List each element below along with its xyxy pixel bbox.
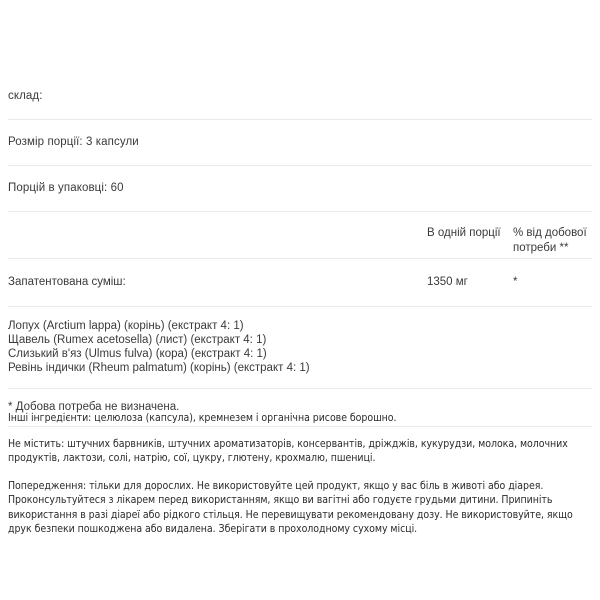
blend-amount: 1350 мг (427, 276, 468, 288)
supplement-facts-table (0, 74, 600, 427)
free-from-text: Не містить: штучних барвників, штучних ароматизаторів, консервантів, дріжджів, кукурудзи, молока, молочних продуктів, лактози, солі, натрію, сої, цукру, глютену, крохмалю, пшениці. (8, 437, 568, 464)
blend-name: Запатентована суміш: (8, 276, 126, 288)
other-ingredients-text: Інші інгредієнти: целюлоза (капсула), кремнезем і органічна рисове борошно. (8, 412, 397, 424)
list-item: Слизький в'яз (Ulmus fulva) (кора) (екстракт 4: 1) (8, 348, 267, 360)
blend-daily-value: * (513, 276, 518, 288)
serving-size-text: Розмір порції: 3 капсули (8, 136, 139, 148)
column-header-amount-per-serving: В одній порції (427, 227, 501, 239)
column-header-daily-value: % від добової потреби ** (513, 227, 587, 254)
row-proprietary-blend (0, 259, 600, 306)
list-item: Ревінь індички (Rheum palmatum) (корінь) (екстракт 4: 1) (8, 362, 310, 374)
row-serving-size (0, 120, 600, 165)
servings-per-container-text: Порцій в упаковці: 60 (8, 182, 124, 194)
daily-value-footnote: * Добова потреба не визначена. (8, 401, 180, 413)
list-item: Щавель (Rumex acetosella) (лист) (екстракт 4: 1) (8, 334, 267, 346)
row-ingredient-list (0, 307, 600, 388)
row-servings-per-container (0, 166, 600, 211)
row-column-headers (0, 212, 600, 258)
row-title (0, 74, 600, 119)
label-title: склад: (8, 90, 43, 102)
warning-text: Попередження: тільки для дорослих. Не використовуйте цей продукт, якщо у вас біль в животі або діарея. Проконсультуйтеся з лікарем перед використанням, якщо ви вагітні або годуєте грудьми дитини. Припиніть використання в разі діареї або рідкого стільця. Не перевищувати рекомендовану дозу. Не використовуйте, якщо друк безпеки пошкоджена або видалена. Зберігати в прохолодному сухому місці. (8, 479, 573, 535)
footer-notes (8, 411, 594, 537)
list-item: Лопух (Arctium lappa) (корінь) (екстракт 4: 1) (8, 320, 244, 332)
